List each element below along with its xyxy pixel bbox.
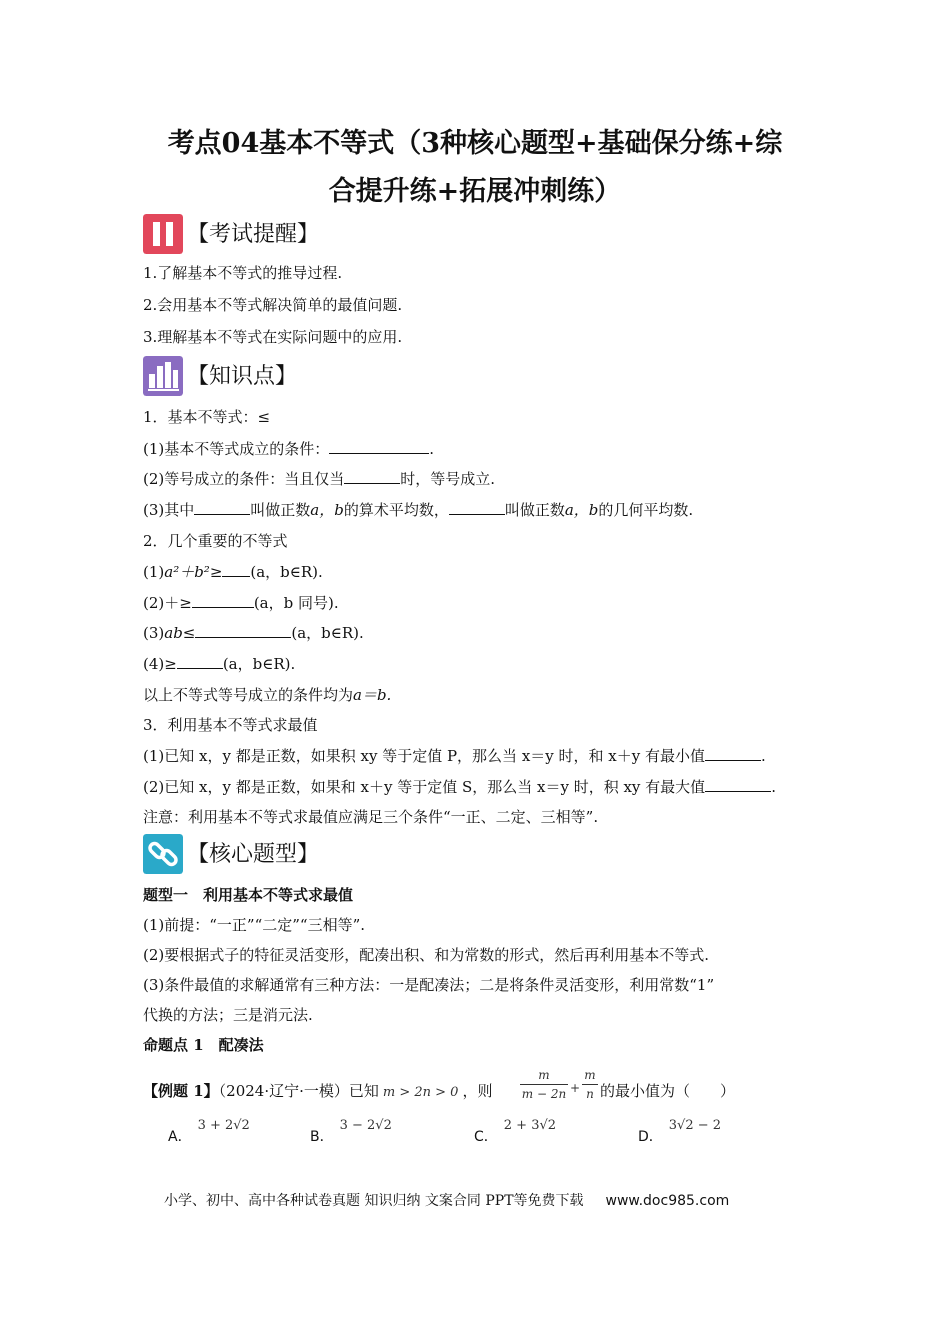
knowledge-3b <box>143 776 776 798</box>
bar-chart-icon <box>143 356 183 396</box>
text: (a，b∈R). <box>250 563 323 581</box>
core-1: (1)前提：“一正”“二定”“三相等”. <box>143 916 366 934</box>
option-letter: C． <box>474 1129 498 1145</box>
fraction-1 <box>520 1068 568 1101</box>
exam-point-3: 3.理解基本不等式在实际问题中的应用. <box>143 328 403 346</box>
option-expression: 3 + 2√2 <box>197 1118 250 1133</box>
text: (1)已知 x，y 都是正数，如果积 xy 等于定值 P，那么当 x＝y 时，和 x＋y 有最小值 <box>143 747 705 765</box>
example-label: 【例题 1】 <box>143 1082 219 1100</box>
answer-blank[interactable] <box>344 469 400 484</box>
knowledge-2d <box>143 653 295 675</box>
example-1 <box>143 1080 492 1104</box>
section-title-exam: 【考试提醒】 <box>187 222 320 247</box>
knowledge-3a <box>143 745 766 767</box>
example-source: （2024·辽宁·一模）已知 <box>218 1082 379 1100</box>
pause-bars-icon <box>143 214 183 254</box>
text: 叫做正数 <box>250 501 311 519</box>
text: (4)≥ <box>143 655 177 673</box>
option-expression: 3√2 − 2 <box>668 1118 722 1133</box>
core-3b: 代换的方法；三是消元法. <box>143 1006 313 1024</box>
answer-blank[interactable] <box>705 746 761 761</box>
knowledge-1c <box>143 499 693 521</box>
knowledge-1b <box>143 468 495 490</box>
footer <box>164 1190 729 1210</box>
knowledge-2c <box>143 622 364 644</box>
link-icon <box>143 834 183 874</box>
option-letter: B． <box>310 1129 334 1145</box>
proposition-point-1: 命题点 1 配凑法 <box>143 1036 264 1054</box>
option-expression: 3 − 2√2 <box>339 1118 392 1133</box>
section-title-core: 【核心题型】 <box>187 842 320 867</box>
knowledge-2-note <box>143 684 391 706</box>
knowledge-heading-2: 2．几个重要的不等式 <box>143 532 288 550</box>
text: (a，b 同号). <box>253 594 339 612</box>
fraction-bar <box>520 1084 568 1085</box>
footer-url[interactable]: www.doc985.com <box>605 1193 730 1209</box>
fraction-2-numerator: m <box>584 1068 596 1082</box>
example-question-end: 的最小值为（ ） <box>600 1082 736 1100</box>
text: . <box>429 440 435 458</box>
fraction-2-denominator: n <box>586 1087 594 1101</box>
section-title-knowledge: 【知识点】 <box>187 364 298 389</box>
option-c[interactable] <box>474 1118 557 1146</box>
fraction-1-denominator: m − 2n <box>521 1087 567 1101</box>
text: (2)等号成立的条件：当且仅当 <box>143 470 345 488</box>
knowledge-1a <box>143 438 434 460</box>
knowledge-heading-1: 1．基本不等式：≤ <box>143 408 271 426</box>
option-d[interactable] <box>638 1118 722 1146</box>
core-3: (3)条件最值的求解通常有三种方法：一是配凑法；二是将条件灵活变形，利用常数“1” <box>143 976 715 994</box>
core-type-1: 题型一 利用基本不等式求最值 <box>143 886 354 904</box>
text: ，则 <box>462 1082 493 1100</box>
core-2: (2)要根据式子的特征灵活变形，配凑出积、和为常数的形式，然后再利用基本不等式. <box>143 946 710 964</box>
text: . <box>761 747 766 765</box>
text: (3) <box>143 624 165 642</box>
math-text: a²＋b²≥ <box>164 563 223 581</box>
exam-point-1: 1.了解基本不等式的推导过程. <box>143 264 343 282</box>
footer-text: 小学、初中、高中各种试卷真题 知识归纳 文案合同 PPT等免费下载 <box>164 1193 584 1209</box>
option-letter: A． <box>168 1129 192 1145</box>
math-text: ab≤ <box>164 624 196 642</box>
plus-sign: + <box>570 1081 581 1095</box>
text: (1) <box>143 563 165 581</box>
answer-blank[interactable] <box>194 500 250 515</box>
text: (a，b∈R). <box>222 655 296 673</box>
text: 的算术平均数， <box>343 501 449 519</box>
answer-blank[interactable] <box>705 777 771 792</box>
answer-blank[interactable] <box>177 654 223 669</box>
fraction-bar <box>582 1084 598 1085</box>
answer-blank[interactable] <box>449 500 505 515</box>
exam-point-2: 2.会用基本不等式解决简单的最值问题. <box>143 296 403 314</box>
text: 时，等号成立. <box>400 470 496 488</box>
text: . <box>771 778 776 796</box>
title-line-2: 合提升练+拓展冲刺练） <box>328 176 622 207</box>
option-a[interactable] <box>168 1118 250 1146</box>
option-letter: D． <box>638 1129 663 1145</box>
text: 以上不等式等号成立的条件均为 <box>143 686 354 704</box>
document-title <box>120 120 830 216</box>
knowledge-2b <box>143 592 339 614</box>
option-expression: 2 + 3√2 <box>503 1118 557 1133</box>
option-b[interactable] <box>310 1118 392 1146</box>
text: (1)基本不等式成立的条件： <box>143 440 330 458</box>
text: 叫做正数 <box>504 501 565 519</box>
answer-blank[interactable] <box>222 562 250 577</box>
knowledge-note: 注意：利用基本不等式求最值应满足三个条件“一正、二定、三相等”. <box>143 808 599 826</box>
knowledge-2a <box>143 561 323 583</box>
math-text: a，b <box>310 501 344 519</box>
knowledge-heading-3: 3．利用基本不等式求最值 <box>143 716 318 734</box>
math-text: a，b <box>564 501 599 519</box>
text: (2)已知 x，y 都是正数，如果和 x＋y 等于定值 S，那么当 x＝y 时，积 xy 有最大值 <box>143 778 706 796</box>
condition-expr: m > 2n > 0 <box>382 1085 459 1100</box>
answer-blank[interactable] <box>195 623 291 638</box>
answer-blank[interactable] <box>329 439 429 454</box>
text: (3)其中 <box>143 501 195 519</box>
title-line-1: 考点04基本不等式（3种核心题型+基础保分练+综 <box>167 128 783 159</box>
text: (a，b∈R). <box>291 624 364 642</box>
text: (2)＋≥ <box>143 594 192 612</box>
text: 的几何平均数. <box>598 501 694 519</box>
answer-blank[interactable] <box>192 593 254 608</box>
fraction-2 <box>582 1068 598 1101</box>
fraction-1-numerator: m <box>538 1068 550 1082</box>
math-text: a＝b. <box>353 686 392 704</box>
